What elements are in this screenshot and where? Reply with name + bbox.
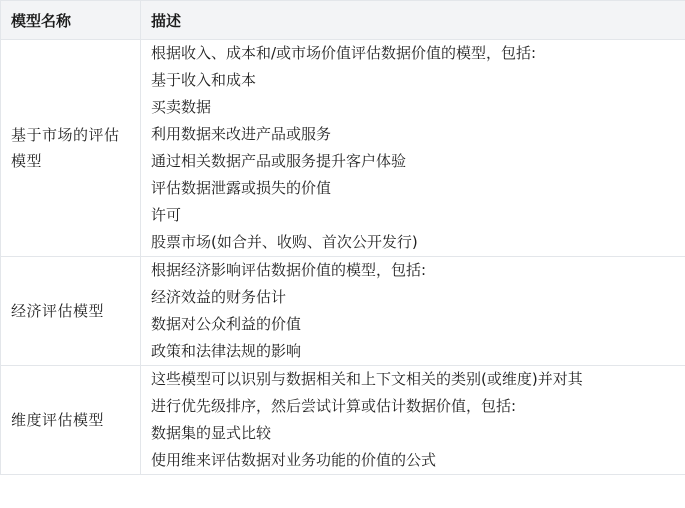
description-line: 经济效益的财务估计 (151, 288, 287, 306)
header-description: 描述 (141, 1, 685, 40)
model-name-cell: 基于市场的评估模型 (1, 40, 141, 257)
description-line: 根据收入、成本和/或市场价值评估数据价值的模型，包括: (151, 44, 537, 62)
description-line: 政策和法律法规的影响 (151, 342, 302, 360)
table-row (1, 366, 685, 475)
description-line: 利用数据来改进产品或服务 (151, 125, 332, 143)
header-model-name: 模型名称 (1, 1, 141, 40)
table-row (1, 257, 685, 366)
description-line: 基于收入和成本 (151, 71, 257, 89)
header-row (1, 1, 685, 40)
description-line: 通过相关数据产品或服务提升客户体验 (151, 152, 407, 170)
description-cell (141, 40, 685, 257)
description-line: 许可 (151, 206, 182, 224)
description-line: 这些模型可以识别与数据相关和上下文相关的类别(或维度)并对其 (151, 370, 583, 388)
model-name-cell: 经济评估模型 (1, 257, 141, 366)
description-line: 根据经济影响评估数据价值的模型，包括: (151, 261, 427, 279)
description-cell (141, 366, 685, 475)
description-line: 使用维来评估数据对业务功能的价值的公式 (151, 451, 437, 469)
description-line: 买卖数据 (151, 98, 212, 116)
description-line: 评估数据泄露或损失的价值 (151, 179, 332, 197)
description-line: 进行优先级排序，然后尝试计算或估计数据价值，包括: (151, 397, 517, 415)
description-cell (141, 257, 685, 366)
model-name-cell: 维度评估模型 (1, 366, 141, 475)
description-line: 数据对公众利益的价值 (151, 315, 302, 333)
description-line: 数据集的显式比较 (151, 424, 272, 442)
description-line: 股票市场(如合并、收购、首次公开发行) (151, 233, 418, 251)
table-row (1, 40, 685, 257)
